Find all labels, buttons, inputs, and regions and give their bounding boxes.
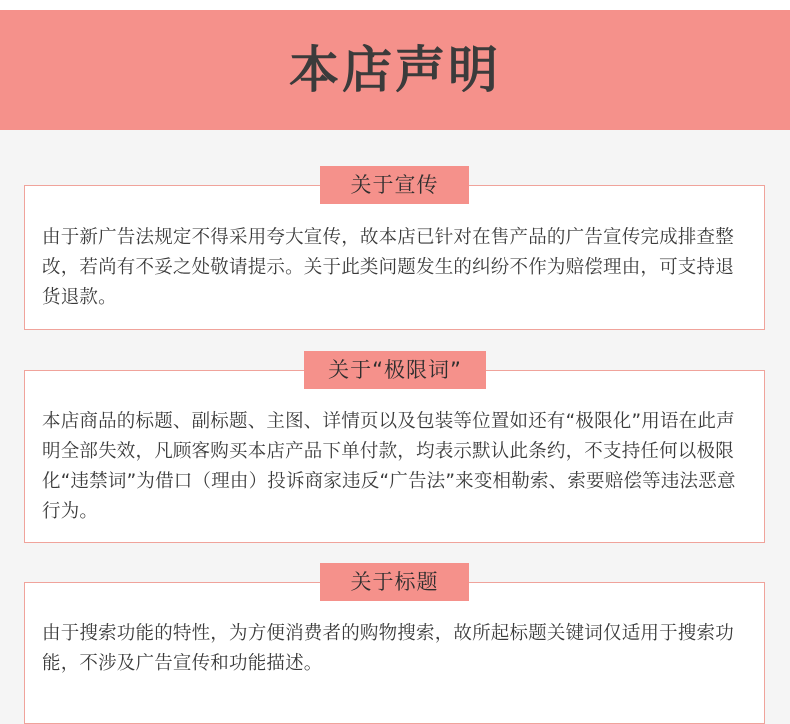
section-body-text: 由于搜索功能的特性，为方便消费者的购物搜索，故所起标题关键词仅适用于搜索功能，不涉及广告宣传和功能描述。 <box>42 623 734 674</box>
section-panel <box>24 185 765 330</box>
section-body-text: 本店商品的标题、副标题、主图、详情页以及包装等位置如还有“极限化”用语在此声明全部失效，凡顾客购买本店产品下单付款，均表示默认此条约，不支持任何以极限化“违禁词”为借口（理由）投诉商家违反“广告法”来变相勒索、索要赔偿等违法恶意行为。 <box>42 411 736 522</box>
section-heading-tag: 关于宣传 <box>320 166 469 204</box>
section-panel <box>24 370 765 543</box>
section-heading-tag: 关于“极限词” <box>304 351 486 389</box>
top-strip <box>0 0 790 10</box>
section-panel <box>24 582 765 724</box>
page-header-banner <box>0 10 790 130</box>
section-heading-tag: 关于标题 <box>320 563 469 601</box>
section-body-text: 由于新广告法规定不得采用夸大宣传，故本店已针对在售产品的广告宣传完成排查整改，若尚有不妥之处敬请提示。关于此类问题发生的纠纷不作为赔偿理由，可支持退货退款。 <box>42 227 734 308</box>
page-title: 本店声明 <box>289 41 501 99</box>
